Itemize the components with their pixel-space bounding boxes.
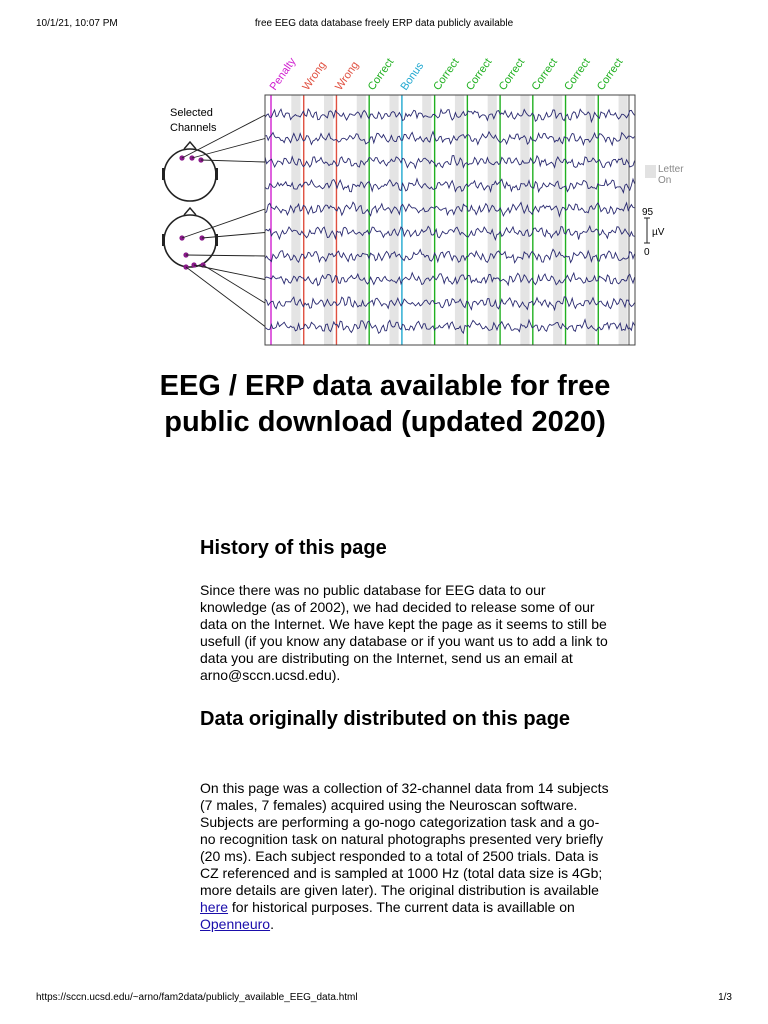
eeg-trace <box>265 249 635 262</box>
eeg-trace <box>265 132 635 145</box>
letter-on-stripe <box>619 95 628 345</box>
data-text-part2: for historical purposes. The current data is availlable on <box>228 899 575 915</box>
letter-on-legend-line2: On <box>658 175 672 186</box>
eeg-trace <box>265 179 635 193</box>
letter-on-stripe <box>357 95 366 345</box>
trial-label: Correct <box>463 56 495 93</box>
section-text-data <box>200 780 610 933</box>
letter-on-stripe <box>586 95 595 345</box>
eeg-trace <box>265 202 635 216</box>
trial-label: Penalty <box>267 55 299 93</box>
head-back-view-icon <box>162 208 218 270</box>
letter-on-stripe <box>389 95 398 345</box>
data-text-part1: On this page was a collection of 32-channel data from 14 subjects (7 males, 7 females) acquired using the Neuroscan software. Subjects are performing a go-nogo categorization task and a go-no recognition task on natural photographs presented very briefly (20 ms). Each subject responded to a total of 2500 trials. Data is CZ referenced and is sampled at 1000 Hz (total data size is 4Gb; more details are given later). The original distribution is available <box>200 780 609 898</box>
eeg-figure <box>150 48 720 348</box>
selected-channels-label-line1: Selected <box>170 107 213 119</box>
letter-on-stripe <box>553 95 562 345</box>
letter-on-stripe <box>324 95 333 345</box>
letter-on-legend-line1: Letter <box>658 164 684 175</box>
trial-label: Correct <box>365 56 397 93</box>
letter-on-stripe <box>422 95 431 345</box>
print-url: https://sccn.ucsd.edu/~arno/fam2data/publicly_available_EEG_data.html <box>36 992 358 1003</box>
trial-label: Correct <box>431 56 462 93</box>
trial-label: Correct <box>529 56 560 93</box>
eeg-trace <box>265 226 635 239</box>
letter-on-stripe <box>291 95 300 345</box>
selected-channels-label-line2: Channels <box>170 122 217 134</box>
page-title: EEG / ERP data available for free public download (updated 2020) <box>159 370 611 438</box>
trial-label: Correct <box>594 56 626 93</box>
openneuro-link[interactable]: Openneuro <box>200 916 271 932</box>
print-page-title: free EEG data database freely ERP data publicly available <box>254 18 514 29</box>
letter-on-stripe <box>455 95 464 345</box>
eeg-plot-frame <box>265 95 635 345</box>
connector-line <box>192 139 265 159</box>
eeg-trace <box>265 273 635 286</box>
print-datetime: 10/1/21, 10:07 PM <box>36 18 118 29</box>
here-link[interactable]: here <box>200 899 229 915</box>
connector-line <box>194 265 265 280</box>
trial-label: Wrong <box>333 59 362 93</box>
print-header <box>0 18 768 32</box>
section-heading-history: History of this page <box>200 537 387 559</box>
trial-label: Correct <box>562 56 593 93</box>
connector-line <box>186 267 265 327</box>
eeg-trace <box>265 109 635 122</box>
print-page-number: 1/3 <box>718 992 732 1003</box>
trial-label: Wrong <box>300 59 329 93</box>
scale-bottom-value: 0 <box>644 247 650 258</box>
trial-label: Bonus <box>398 60 427 93</box>
letter-on-legend-swatch <box>645 165 656 178</box>
eeg-trace <box>265 320 635 334</box>
section-text-history: Since there was no public database for EEG data to our knowledge (as of 2002), we had decided to release some of our data on the Internet. We have kept the page as it seems to still be usefull (if you know any database or if you want us to add a link to data you are distributing on the Internet, send us an email at arno@sccn.ucsd.edu). <box>200 582 608 683</box>
connector-line <box>203 265 265 303</box>
eeg-trace <box>265 297 635 310</box>
head-top-view-icon <box>162 142 218 201</box>
scale-top-value: 95 <box>642 207 654 218</box>
scale-unit: µV <box>652 227 665 238</box>
section-heading-data: Data originally distributed on this page <box>200 708 571 730</box>
trial-label: Correct <box>496 56 528 93</box>
data-text-part3: . <box>270 916 274 932</box>
print-footer <box>0 992 768 1006</box>
eeg-trace <box>265 156 635 169</box>
